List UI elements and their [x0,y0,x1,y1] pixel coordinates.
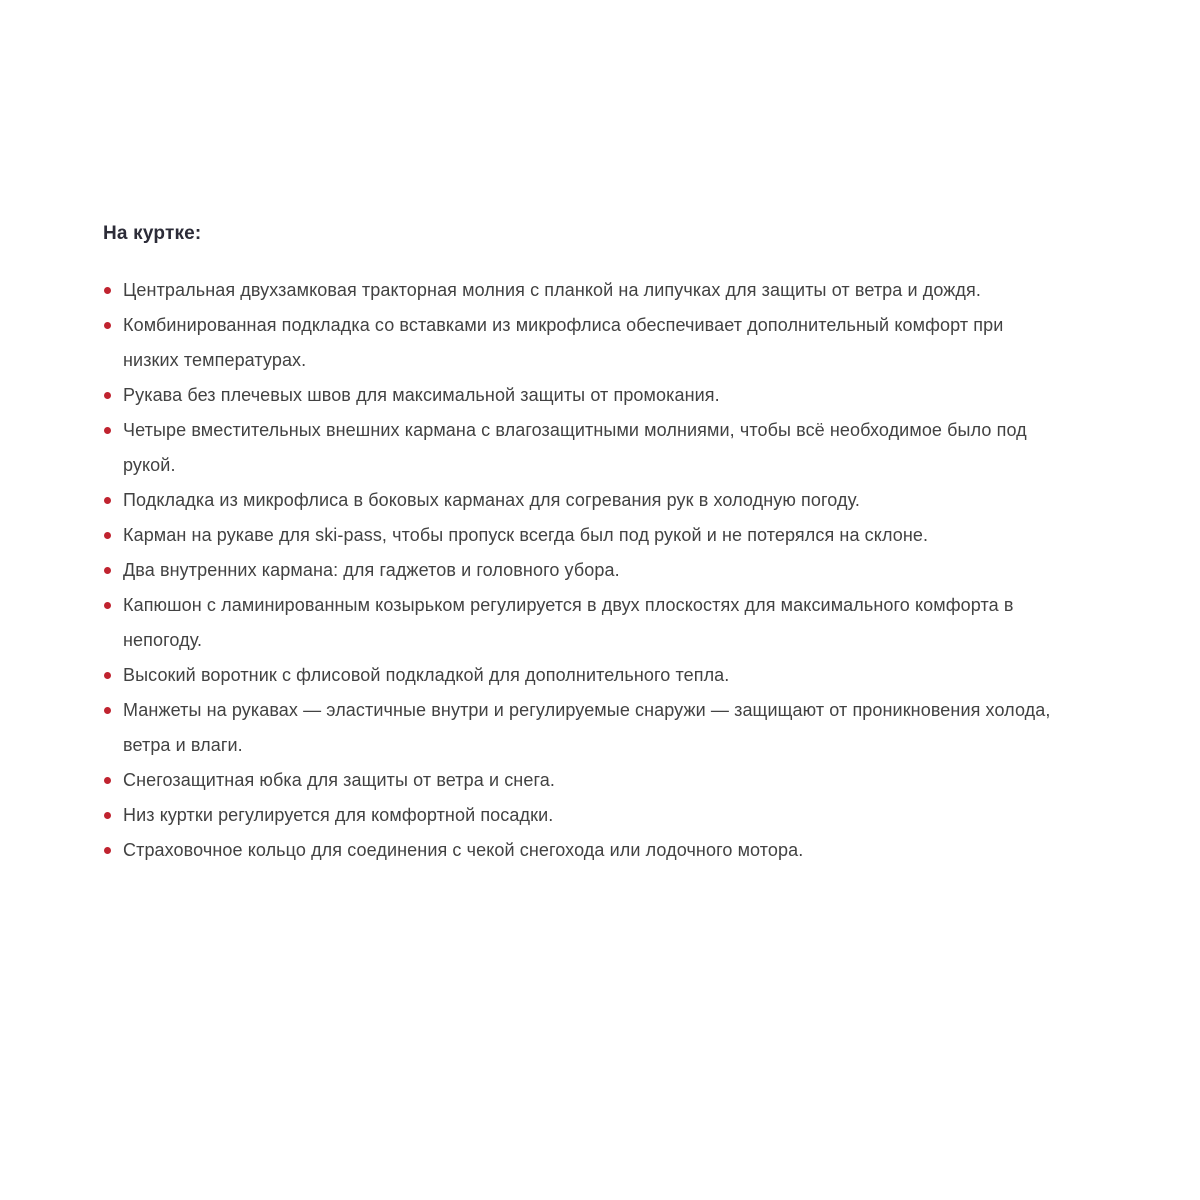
list-item-text: Капюшон с ламинированным козырьком регулируется в двух плоскостях для максимального комфорта в непогоду. [123,595,1014,650]
bullet-icon [104,707,111,714]
bullet-icon [104,812,111,819]
list-item-text: Четыре вместительных внешних кармана с влагозащитными молниями, чтобы всё необходимое было под рукой. [123,420,1027,475]
list-item [103,588,1061,658]
bullet-icon [104,322,111,329]
feature-list [103,273,1061,868]
list-item [103,693,1061,763]
bullet-icon [104,532,111,539]
list-item-text: Манжеты на рукавах — эластичные внутри и регулируемые снаружи — защищают от проникновения холода, ветра и влаги. [123,700,1051,755]
list-item-text: Снегозащитная юбка для защиты от ветра и снега. [123,770,555,790]
list-item [103,833,1061,868]
list-item [103,413,1061,483]
section-heading: На куртке: [103,223,202,244]
list-item [103,273,1061,308]
list-item [103,658,1061,693]
list-item-text: Рукава без плечевых швов для максимальной защиты от промокания. [123,385,720,405]
list-item [103,553,1061,588]
list-item [103,798,1061,833]
list-item-text: Страховочное кольцо для соединения с чекой снегохода или лодочного мотора. [123,840,804,860]
bullet-icon [104,847,111,854]
bullet-icon [104,497,111,504]
list-item-text: Высокий воротник с флисовой подкладкой для дополнительного тепла. [123,665,730,685]
list-item-text: Низ куртки регулируется для комфортной посадки. [123,805,554,825]
list-item-text: Карман на рукаве для ski-pass, чтобы пропуск всегда был под рукой и не потерялся на склоне. [123,525,929,545]
bullet-icon [104,287,111,294]
bullet-icon [104,777,111,784]
list-item [103,378,1061,413]
bullet-icon [104,392,111,399]
list-item-text: Комбинированная подкладка со вставками из микрофлиса обеспечивает дополнительный комфорт при низких температурах. [123,315,1004,370]
list-item [103,483,1061,518]
list-item-text: Центральная двухзамковая тракторная молния с планкой на липучках для защиты от ветра и дождя. [123,280,981,300]
bullet-icon [104,602,111,609]
bullet-icon [104,427,111,434]
bullet-icon [104,672,111,679]
list-item-text: Подкладка из микрофлиса в боковых карманах для согревания рук в холодную погоду. [123,490,860,510]
list-item [103,763,1061,798]
bullet-icon [104,567,111,574]
list-item-text: Два внутренних кармана: для гаджетов и головного убора. [123,560,620,580]
list-item [103,518,1061,553]
list-item [103,308,1061,378]
